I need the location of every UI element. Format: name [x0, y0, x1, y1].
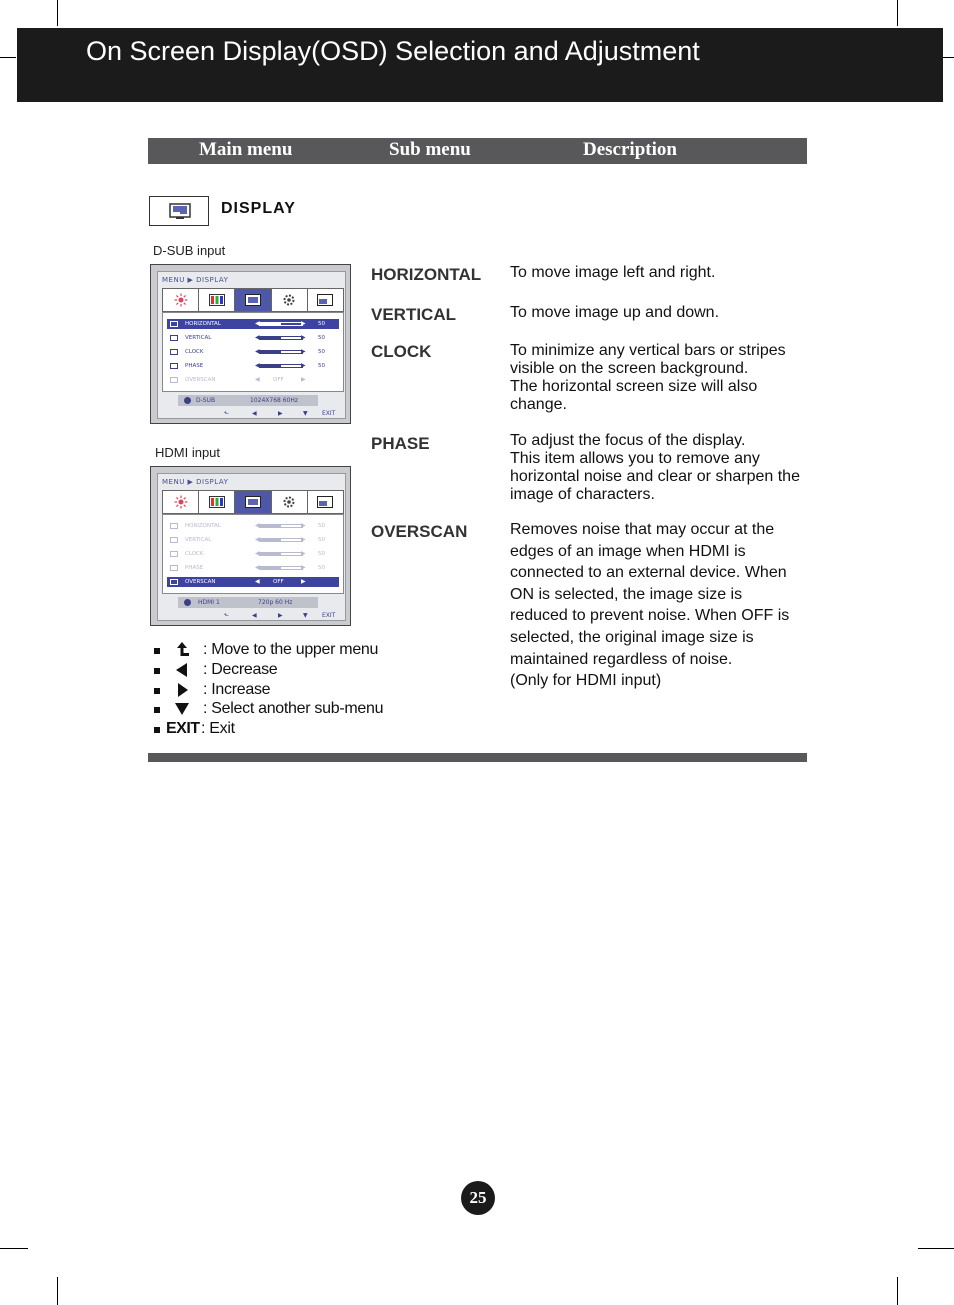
osd-screenshot-dsub: [150, 264, 351, 424]
upper-menu-icon: ⬑: [224, 612, 230, 619]
osd-tab-display: [235, 491, 271, 513]
osd-signal-source: HDMI 1: [198, 599, 220, 606]
osd-row-label: CLOCK: [185, 551, 204, 557]
osd-level-bar: [259, 336, 303, 340]
osd-tab-bar: [162, 288, 344, 312]
submenu-horizontal: HORIZONTAL: [371, 265, 482, 284]
column-description: Description: [583, 139, 677, 160]
osd-screenshot-hdmi: [150, 466, 351, 626]
legend-text: : Exit: [201, 720, 235, 737]
crop-mark: [918, 1248, 954, 1249]
crop-mark: [897, 0, 898, 26]
setting-icon: [170, 321, 178, 327]
osd-row: [167, 563, 339, 573]
osd-row-label: PHASE: [185, 363, 204, 369]
gear-icon: [282, 293, 296, 307]
increase-icon: ▶: [301, 550, 306, 557]
osd-row: [167, 361, 339, 371]
window-icon: [317, 496, 333, 508]
increase-icon: ▶: [301, 348, 306, 355]
upper-menu-icon: [172, 641, 192, 659]
bullet: [154, 648, 160, 654]
dsub-input-label: D-SUB input: [153, 243, 226, 258]
osd-signal-info: [178, 395, 318, 406]
sun-icon: [174, 495, 188, 509]
page-number: 25: [461, 1181, 495, 1215]
submenu-vertical: VERTICAL: [371, 305, 456, 324]
setting-icon: [170, 523, 178, 529]
legend-text: : Increase: [203, 681, 271, 698]
increase-icon: ▶: [301, 334, 306, 341]
decrease-icon: ◀: [255, 522, 260, 529]
crop-mark: [57, 1277, 58, 1305]
info-icon: [184, 599, 191, 606]
legend-text: : Move to the upper menu: [203, 641, 379, 658]
crop-mark: [897, 1277, 898, 1305]
osd-row-value: 50: [318, 363, 325, 369]
osd-footer: [162, 410, 342, 418]
select-submenu-icon: ▼: [303, 612, 308, 619]
osd-exit-label: EXIT: [322, 612, 336, 619]
osd-tab-display: [235, 289, 271, 311]
increase-icon: ▶: [301, 376, 306, 383]
crop-mark: [0, 57, 16, 58]
osd-row-value: OFF: [273, 579, 284, 585]
color-bars-icon: [209, 496, 225, 508]
submenu-overscan: OVERSCAN: [371, 522, 468, 541]
display-icon: [150, 197, 208, 225]
osd-level-bar: [259, 350, 303, 354]
column-header-bar: [148, 138, 807, 164]
osd-row-value: 50: [318, 349, 325, 355]
osd-row-value: 50: [318, 565, 325, 571]
osd-row: [167, 549, 339, 559]
osd-tab-bar: [162, 490, 344, 514]
setting-icon: [170, 363, 178, 369]
osd-level-bar: [259, 524, 303, 528]
setting-icon: [170, 349, 178, 355]
bottom-rule: [148, 753, 807, 762]
decrease-icon: ◀: [255, 536, 260, 543]
bullet: [154, 727, 160, 733]
osd-signal-mode: 1024X768 60Hz: [250, 397, 299, 404]
osd-exit-label: EXIT: [322, 410, 336, 417]
gear-icon: [282, 495, 296, 509]
osd-window: [157, 271, 346, 419]
osd-level-bar: [259, 552, 303, 556]
osd-row-label: HORIZONTAL: [185, 321, 221, 327]
exit-key-label: EXIT: [166, 720, 200, 737]
osd-row: [167, 577, 339, 587]
setting-icon: [170, 377, 178, 383]
display-menu-icon-box: [149, 196, 209, 226]
description-horizontal: To move image left and right.: [510, 264, 716, 281]
description-phase: To adjust the focus of the display. This item allows you to remove any horizontal noise and clear or sharpen the image of characters.: [510, 432, 800, 503]
setting-icon: [170, 335, 178, 341]
osd-tab-color: [199, 289, 235, 311]
osd-level-bar: [259, 566, 303, 570]
osd-tab-window: [308, 491, 343, 513]
osd-row-label: CLOCK: [185, 349, 204, 355]
osd-tab-picture: [163, 289, 199, 311]
increase-icon: ▶: [278, 612, 283, 619]
osd-row-label: VERTICAL: [185, 537, 212, 543]
sun-icon: [174, 293, 188, 307]
osd-row: [167, 535, 339, 545]
osd-signal-info: [178, 597, 318, 608]
osd-settings-list: [162, 514, 344, 594]
increase-icon: ▶: [301, 522, 306, 529]
osd-row-value: 50: [318, 523, 325, 529]
select-submenu-icon: ▼: [303, 410, 308, 417]
osd-signal-source: D-SUB: [196, 397, 216, 404]
setting-icon: [170, 537, 178, 543]
hdmi-input-label: HDMI input: [155, 445, 221, 460]
osd-signal-mode: 720p 60 Hz: [258, 599, 293, 606]
decrease-icon: ◀: [255, 320, 260, 327]
decrease-icon: ◀: [255, 550, 260, 557]
osd-level-bar: [259, 538, 303, 542]
decrease-icon: ◀: [255, 334, 260, 341]
osd-row: [167, 319, 339, 329]
osd-row: [167, 521, 339, 531]
description-overscan: Removes noise that may occur at the edges of an image when HDMI is connected to an external device. When ON is selected, the image size is reduced to prevent noise. When OFF is selected, the original image size is maintained regardless of noise. (Only for HDMI input): [510, 521, 790, 690]
osd-row: [167, 333, 339, 343]
submenu-phase: PHASE: [371, 434, 430, 453]
setting-icon: [170, 579, 178, 585]
column-main-menu: Main menu: [199, 139, 293, 160]
bullet: [154, 668, 160, 674]
osd-row-value: 50: [318, 537, 325, 543]
decrease-icon: ◀: [252, 410, 257, 417]
setting-icon: [170, 551, 178, 557]
osd-row: [167, 375, 339, 385]
osd-level-bar: [259, 322, 303, 326]
osd-settings-list: [162, 312, 344, 392]
increase-icon: ▶: [301, 320, 306, 327]
osd-row-label: OVERSCAN: [185, 579, 216, 585]
decrease-icon: ◀: [255, 362, 260, 369]
increase-icon: ▶: [278, 410, 283, 417]
osd-row-value: OFF: [273, 377, 284, 383]
decrease-icon: ◀: [252, 612, 257, 619]
osd-row-value: 50: [318, 335, 325, 341]
crop-mark: [0, 1248, 28, 1249]
bullet: [154, 707, 160, 713]
osd-row-label: HORIZONTAL: [185, 523, 221, 529]
osd-row-label: VERTICAL: [185, 335, 212, 341]
osd-row-label: OVERSCAN: [185, 377, 216, 383]
osd-window: [157, 473, 346, 621]
osd-row-value: 50: [318, 551, 325, 557]
decrease-icon: ◀: [255, 376, 260, 383]
osd-tab-color: [199, 491, 235, 513]
osd-footer: [162, 612, 342, 620]
osd-tab-picture: [163, 491, 199, 513]
color-bars-icon: [209, 294, 225, 306]
submenu-clock: CLOCK: [371, 342, 432, 361]
display-icon: [245, 496, 261, 508]
upper-menu-icon: ⬑: [224, 410, 230, 417]
window-icon: [317, 294, 333, 306]
main-menu-label: DISPLAY: [221, 200, 296, 217]
select-submenu-icon: [172, 700, 192, 718]
osd-tab-window: [308, 289, 343, 311]
info-icon: [184, 397, 191, 404]
osd-tab-settings: [272, 491, 308, 513]
crop-mark: [57, 0, 58, 26]
increase-icon: ▶: [301, 578, 306, 585]
decrease-icon: ◀: [255, 578, 260, 585]
decrease-icon: ◀: [255, 564, 260, 571]
osd-level-bar: [259, 364, 303, 368]
increase-icon: ▶: [301, 362, 306, 369]
increase-icon: ▶: [301, 536, 306, 543]
increase-icon: ▶: [301, 564, 306, 571]
decrease-icon: ◀: [255, 348, 260, 355]
increase-icon: [172, 681, 192, 699]
setting-icon: [170, 565, 178, 571]
osd-row-value: 50: [318, 321, 325, 327]
legend-text: : Select another sub-menu: [203, 700, 384, 717]
display-icon: [245, 294, 261, 306]
description-clock: To minimize any vertical bars or stripes visible on the screen background. The horizontal screen size will also change.: [510, 342, 786, 413]
osd-row: [167, 347, 339, 357]
legend-text: : Decrease: [203, 661, 278, 678]
description-vertical: To move image up and down.: [510, 304, 720, 321]
bullet: [154, 688, 160, 694]
osd-row-label: PHASE: [185, 565, 204, 571]
page-title: On Screen Display(OSD) Selection and Adjustment: [86, 36, 700, 66]
osd-breadcrumb: MENU ▶ DISPLAY: [162, 276, 229, 284]
column-sub-menu: Sub menu: [389, 139, 471, 160]
osd-tab-settings: [272, 289, 308, 311]
decrease-icon: [172, 661, 192, 679]
osd-breadcrumb: MENU ▶ DISPLAY: [162, 478, 229, 486]
